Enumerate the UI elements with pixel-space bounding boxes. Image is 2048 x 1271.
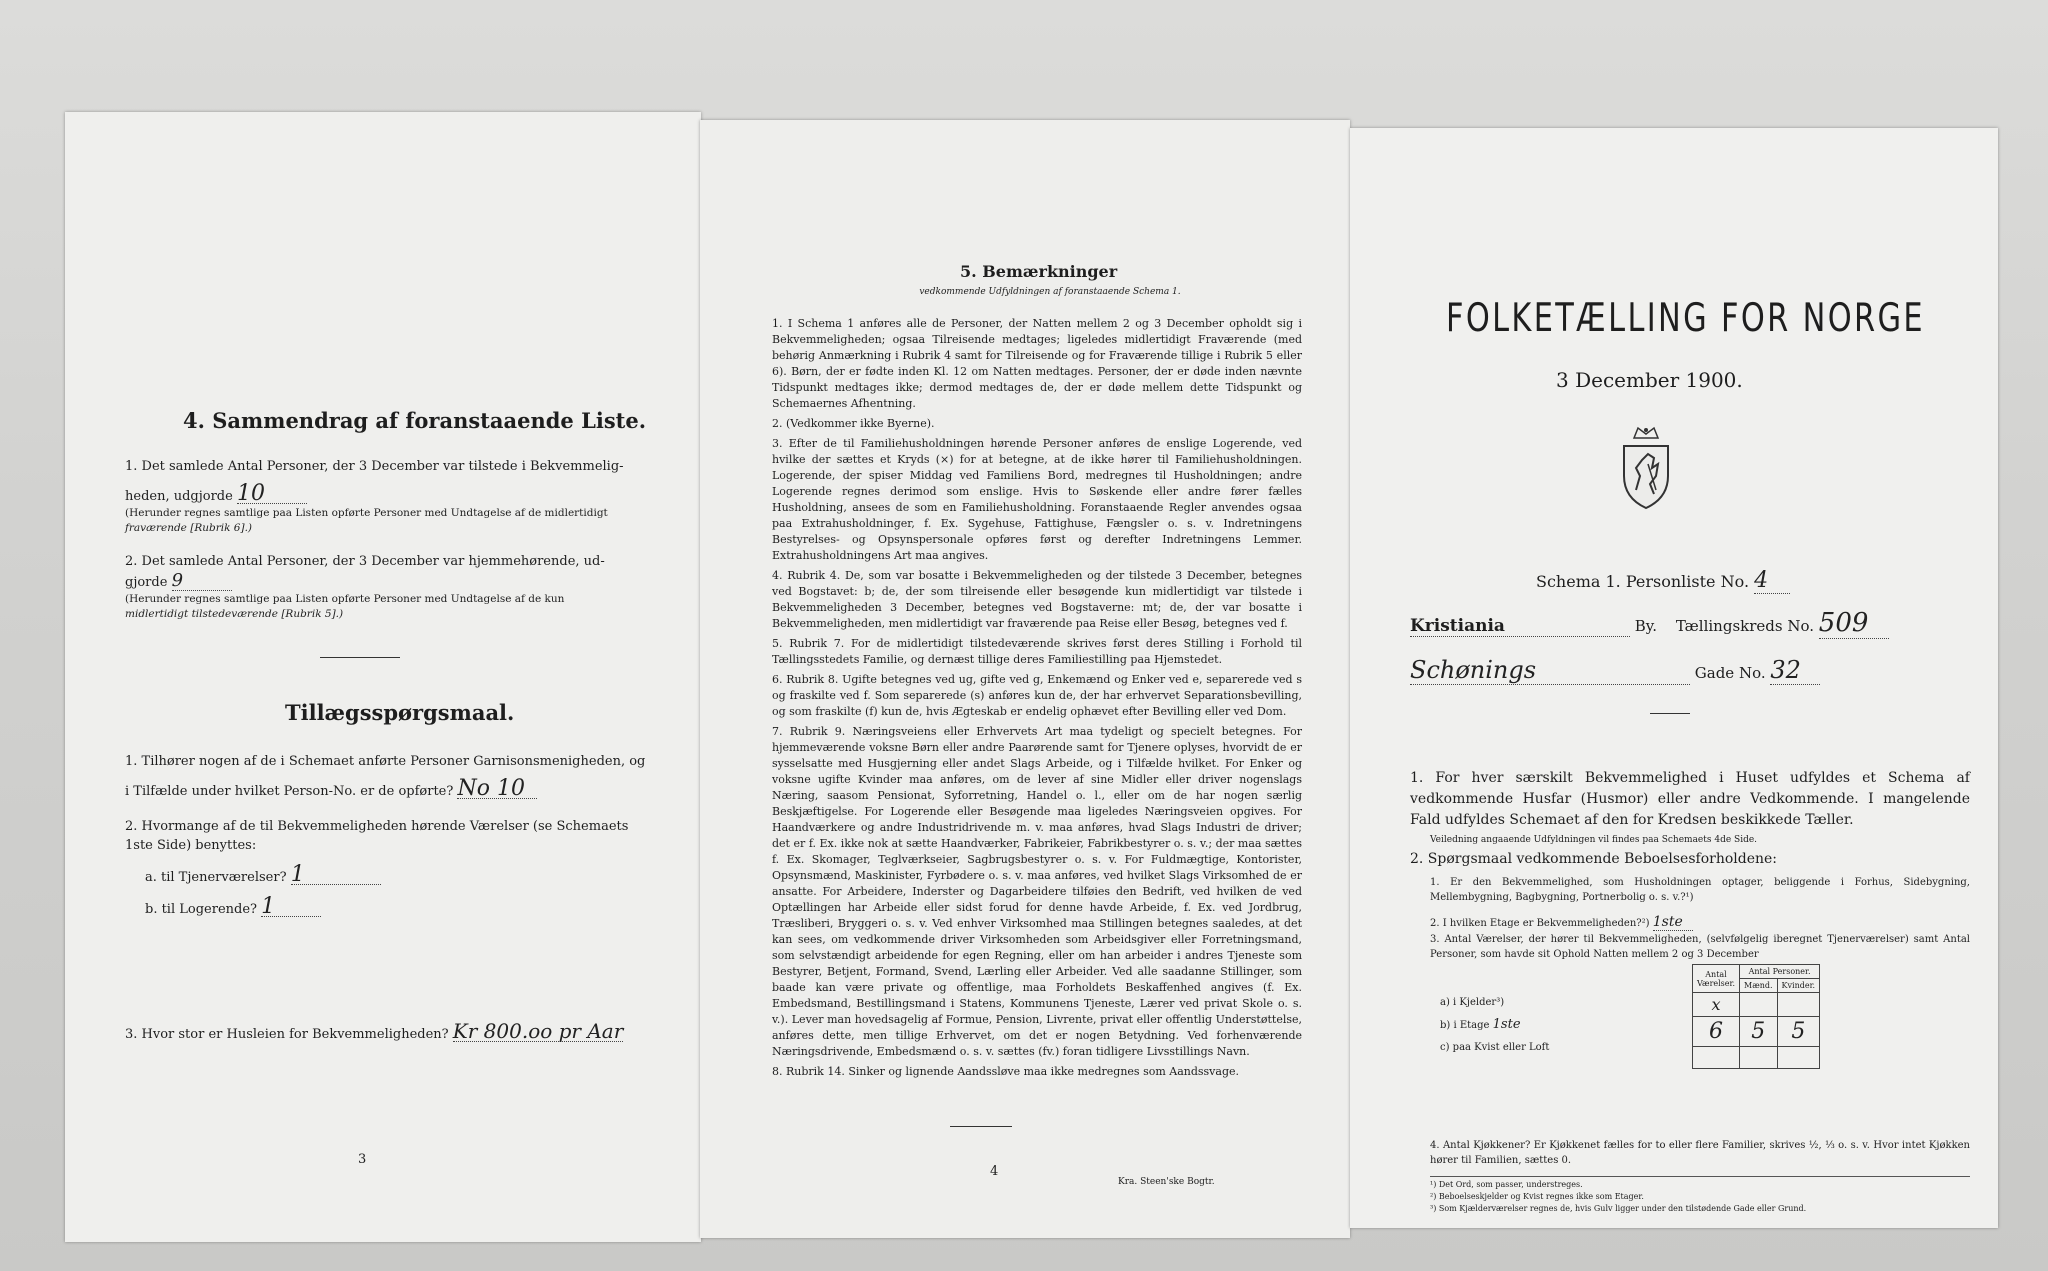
housing-question-1: 1. Er den Bekvemmelighed, som Husholdningen optager, beliggende i Forhus, Sidebygning, Mellembygning, Bagbygning, Portnerbolig o. s. v.?¹) [1430,877,1970,903]
col-rooms-header: Antal Værelser. [1693,965,1740,993]
housing-question-2-value: 1ste [1653,914,1693,931]
census-title: FOLKETÆLLING FOR NORGE [1446,296,1926,341]
item2-line1: 2. Det samlede Antal Personer, der 3 December var hjemmehørende, ud- [125,554,605,569]
q1-line2: i Tilfælde under hvilket Person-No. er de opførte? [125,784,454,799]
item1-line1: 1. Det samlede Antal Personer, der 3 December var tilstede i Bekvemmelig- [125,459,624,474]
q2b-value: 1 [261,897,321,917]
row-b-rooms: 6 [1693,1017,1740,1047]
gade-label: Gade No. [1694,664,1766,682]
row-b-etage: 1ste [1492,1017,1521,1032]
item1-note-b: fraværende [Rubrik 6].) [125,522,253,534]
remark-2: 2. (Vedkommer ikke Byerne). [772,417,935,430]
row-b-men: 5 [1740,1017,1778,1047]
item1-note-a: (Herunder regnes samtlige paa Listen opførte Personer med Undtagelse af de midlertidigt [125,507,608,519]
district-label: Tællingskreds No. [1675,617,1815,635]
remark-5: 5. Rubrik 7. For de midlertidigt tilstedeværende skrives først deres Stilling i Forhold til Tællingsstedets Familie, og dernæst tillige deres Familiestilling paa Hjemstedet. [772,637,1302,666]
item1-line2: heden, udgjorde [125,489,233,504]
row-a-rooms: x [1693,993,1740,1017]
middle-page-number: 4 [990,1164,999,1179]
col-men-header: Mænd. [1740,979,1778,993]
row-c-label: c) paa Kvist eller Loft [1440,1042,1550,1053]
printer-imprint: Kra. Steen'ske Bogtr. [1118,1177,1215,1187]
location-line [1410,608,1889,639]
instruction-1: 1. For hver særskilt Bekvemmelighed i Huset udfyldes et Schema af vedkommende Husfar (Husmor) eller andre Vedkommende. I mangelende Fald udfyldes Schemaet af den for Kredsen beskikkede Tæller. [1410,770,1970,828]
instruction-1-note: Veiledning angaaende Udfyldningen vil findes paa Schemaets 4de Side. [1430,835,1758,845]
housing-question-4: 4. Antal Kjøkkener? Er Kjøkkenet fælles for to eller flere Familier, skrives ½, ⅓ o. s. v. Hvor intet Kjøkken hører til Familien, sættes 0. [1430,1140,1970,1166]
q3-value: Kr 800.oo pr Aar [452,1019,624,1043]
q1-line1: 1. Tilhører nogen af de i Schemaet anførte Personer Garnisonsmenigheden, og [125,754,646,769]
divider [320,657,400,658]
q2-line1: 2. Hvormange af de til Bekvemmeligheden hørende Værelser (se Schemaets [125,819,629,834]
question-2 [125,817,685,919]
q1-value: No 10 [457,779,537,799]
gade-value: 32 [1770,656,1820,685]
by-label: By. [1634,617,1658,635]
middle-divider [950,1126,1012,1127]
item2-line2: gjorde [125,575,168,590]
extra-questions-title: Tillægsspørgsmaal. [285,700,515,725]
middle-page [700,120,1350,1238]
row-b-label: b) i Etage [1440,1020,1490,1031]
schema-line [1536,568,1790,594]
norway-coat-of-arms-icon [1618,424,1674,514]
footnotes [1430,1176,1970,1215]
footnote-3: ³) Som Kjælderværelser regnes de, hvis Gulv ligger under den tilstødende Gade eller Grund. [1430,1204,1807,1213]
item2-note-a: (Herunder regnes samtlige paa Listen opførte Personer med Undtagelse af de kun [125,593,565,605]
item1-value: 10 [237,484,307,504]
remark-3: 3. Efter de til Familiehusholdningen hørende Personer anføres de enslige Logerende, ved hvilke der sættes et Kryds (×) for at betegne, at de ikke hører til Familiehusholdningen. Logerende, der spiser Middag ved Familiens Bord, medregnes til Husholdningen; andre Logerende regnes derimod som enslige. Hvis to Søskende eller andre fører fælles Husholdning, ansees de som en Familiehusholdning. Foranstaaende Regler anvendes ogsaa paa Extrahusholdninger, f. Ex. Sygehuse, Fattighuse, Fængsler o. s. v. Indretningens Bestyrelses- og Opsynspersonale opføres først og derefter Indretningens Lemmer. Extrahusholdningens Art maa angives. [772,437,1302,562]
footnote-2: ²) Beboelseskjelder og Kvist regnes ikke som Etager. [1430,1192,1644,1201]
section4-title: 4. Sammendrag af foranstaaende Liste. [183,408,647,433]
remark-4: 4. Rubrik 4. De, som var bosatte i Bekvemmeligheden og der tilstede 3 December, betegnes ved Bogstavet: b; de, der som tilreisende eller besøgende kun midlertidigt var tilstede i Bekvemmeligheden 3 December, betegnes ved Bogstaverne: mt; de, der var bosatte i Bekvemmeligheden, men midlertidigt var fraværende paa Reise eller Besøg, betegnes ved f. [772,569,1302,630]
item2-value: 9 [172,571,232,591]
footnote-1: ¹) Det Ord, som passer, understreges. [1430,1180,1583,1189]
row-a-label: a) i Kjelder³) [1440,997,1505,1008]
remark-7: 7. Rubrik 9. Næringsveiens eller Erhvervets Art maa tydeligt og specielt betegnes. For hjemmeværende voksne Børn eller andre Paarørende samt for Tjenere oplyses, hvorvidt de er sysselsatte med Husgjerning eller andet Slags Arbeide, og i Tilfælde hvilket. For Enker og voksne ugifte Kvinder maa anføres, om de lever af sine Midler eller driver nogenslags Næring, saasom Pensionat, Syforretning, Handel o. l., eller om de har nogen særlig Beskjæftigelse. For Logerende eller Besøgende maa ligeledes Næringsveien opgives. For Haandværkere og andre Industridrivende m. v. maa anføres, hvad Slags Industri de driver; det er f. Ex. ikke nok at sætte Haandværker, Fabrikeier, Fabrikbestyrer o. s. v.; der maa sættes f. Ex. Skomager, Teglværkseier, Sagbrugsbestyrer o. s. v. For Fuldmægtige, Kontorister, Opsynsmænd, Maskinister, Fyrbødere o. s. v. maa anføres, ved hvilket Slags Virksomhed de er ansatte. For Arbeidere, Inderster og Dagarbeidere tilføies den Bedrift, ved hvilken de ved Optællingen har Arbeide eller sidst forud for denne havde Arbeide, f. Ex. ved Jordbrug, Træsliberi, Bryggeri o. s. v. Ved enhver Virksomhed maa Stillingen betegnes saaledes, at det kan sees, om vedkommende driver Virksomheden som Arbeidsgiver eller Forretningsmand, som selvstændigt arbeidende for egen Regning, eller om han arbeider i andres Tjeneste som Bestyrer, Betjent, Formand, Svend, Lærling eller Arbeider. Ved alle saadanne Stillinger, som baade kan være private og offentlige, maa Forholdets Beskaffenhed angives (f. Ex. Embedsmand, Bestillingsmand i Statens, Kommunens Tjeneste, Lærer ved privat Skole o. s. v.). Lever man hovedsagelig af Formue, Pension, Livrente, privat eller offentlig Understøttelse, anføres dette, men tillige Erhvervet, om det er nogen Betydning. Ved forhenværende Næringsdrivende, Embedsmænd o. s. v. sættes (fv.) foran tidligere Livsstillings Navn. [772,725,1302,1058]
remarks-subtitle: vedkommende Udfyldningen af foranstaaende Schema 1. [919,287,1181,297]
left-page-number: 3 [358,1152,367,1167]
remark-1: 1. I Schema 1 anføres alle de Personer, der Natten mellem 2 og 3 December opholdt sig i Bekvemmeligheden; ogsaa Tilreisende medtages; ligeledes midlertidigt Fraværende (med behørig Anmærkning i Rubrik 4 samt for Tilreisende og for Fraværende tillige i Rubrik 5 eller 6). Børn, der er fødte inden Kl. 12 om Natten medtages. Personer, der er døde inden nævnte Tidspunkt medtages ikke; dermod medtages de, der er døde mellem dette Tidspunkt og Schemaernes Afhentning. [772,317,1302,410]
item2-note-b: midlertidigt tilstedeværende [Rubrik 5].) [125,608,344,620]
left-page [65,112,701,1242]
city-value: Kristiania [1410,616,1630,637]
housing-question-3: 3. Antal Værelser, der hører til Bekvemmeligheden, (selvfølgelig iberegnet Tjenerværelser) samt Antal Personer, som havde sit Ophold Natten mellem 2 og 3 December [1430,934,1970,960]
schema-value: 4 [1754,568,1790,594]
q3-label: 3. Hvor stor er Husleien for Bekvemmeligheden? [125,1027,449,1042]
street-line [1410,656,1820,685]
question-3 [125,1019,701,1044]
schema-label: Schema 1. Personliste No. [1536,572,1750,591]
district-value: 509 [1819,608,1889,639]
street-value: Schønings [1410,656,1690,685]
row-b-women: 5 [1777,1017,1820,1047]
census-date: 3 December 1900. [1556,368,1743,392]
col-persons-header: Antal Personer. [1740,965,1820,979]
question-1 [125,752,685,801]
housing-question-2-label: 2. I hvilken Etage er Bekvemmeligheden?²) [1430,918,1650,929]
right-divider [1650,713,1690,714]
q2-line2: 1ste Side) benyttes: [125,838,257,853]
summary-item-2 [125,552,685,622]
remark-6: 6. Rubrik 8. Ugifte betegnes ved ug, gifte ved g, Enkemænd og Enker ved e, separerede ved s og fraskilte ved f. Som separerede (s) anføres kun de, der har erhvervet Separationsbevilling, og som fraskilte (f) kun de, hvis Ægteskab er endelig ophævet efter Bevilling eller ved Dom. [772,673,1302,718]
q2a-label: a. til Tjenerværelser? [145,870,287,885]
q2b-label: b. til Logerende? [145,902,257,917]
instruction-2: 2. Spørgsmaal vedkommende Beboelsesforholdene: [1410,851,1778,867]
remarks-list [772,316,1302,1080]
housing-question-2 [1430,914,1970,932]
col-women-header: Kvinder. [1777,979,1820,993]
remarks-title: 5. Bemærkninger [960,262,1118,281]
q2a-value: 1 [291,865,381,885]
remark-8: 8. Rubrik 14. Sinker og lignende Aandssløve maa ikke medregnes som Aandssvage. [772,1065,1240,1078]
right-page [1350,128,1998,1228]
summary-item-1 [125,457,685,536]
